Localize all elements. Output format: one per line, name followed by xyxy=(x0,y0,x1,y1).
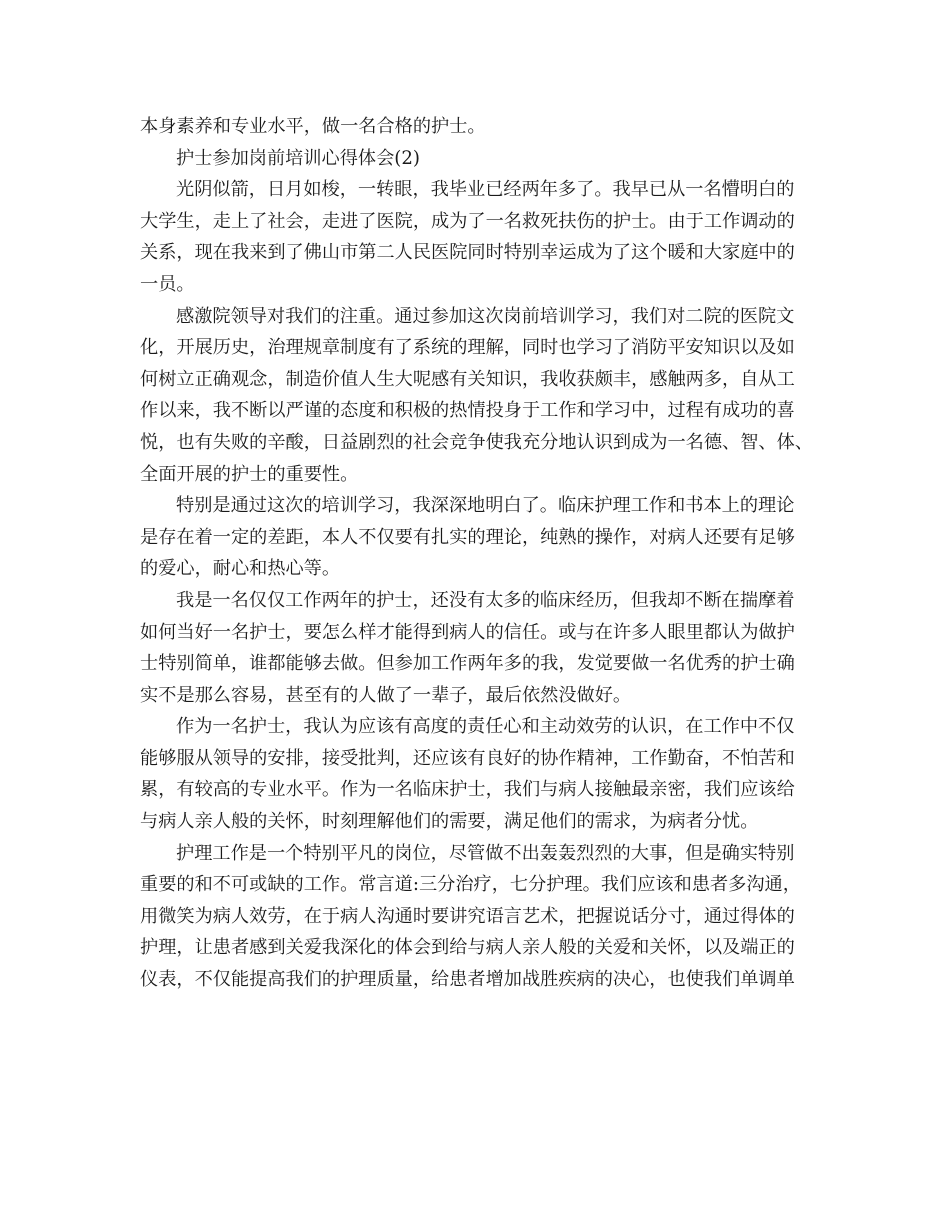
text-line: 作为一名护士，我认为应该有高度的责任心和主动效劳的认识，在工作中不仅 xyxy=(176,716,795,738)
text-line: 与病人亲人般的关怀，时刻理解他们的需要，满足他们的需求，为病者分忧。 xyxy=(140,811,759,833)
text-line: 用微笑为病人效劳，在于病人沟通时要讲究语言艺术，把握说话分寸，通过得体的 xyxy=(140,905,795,927)
text-line: 士特别简单，谁都能够去做。但参加工作两年多的我，发觉要做一名优秀的护士确 xyxy=(140,653,795,675)
text-line: 一员。 xyxy=(140,273,195,295)
text-line: 护士参加岗前培训心得体会(2) xyxy=(176,147,421,169)
text-line: 何树立正确观念，制造价值人生大呢感有关知识，我收获颇丰，感触两多，自从工 xyxy=(140,368,795,390)
text-line: 是存在着一定的差距，本人不仅要有扎实的理论，纯熟的操作，对病人还要有足够 xyxy=(140,526,795,548)
document-body xyxy=(140,111,824,996)
text-line: 关系，现在我来到了佛山市第二人民医院同时特别幸运成为了这个暖和大家庭中的 xyxy=(140,242,795,264)
text-line: 我是一名仅仅工作两年的护士，还没有太多的临床经历，但我却不断在揣摩着 xyxy=(176,589,795,611)
text-line: 护理，让患者感到关爱我深化的体会到给与病人亲人般的关爱和关怀，以及端正的 xyxy=(140,937,795,959)
text-line: 感激院领导对我们的注重。通过参加这次岗前培训学习，我们对二院的医院文 xyxy=(176,305,795,327)
text-line: 仪表，不仅能提高我们的护理质量，给患者增加战胜疾病的决心，也使我们单调单 xyxy=(140,969,795,991)
text-line: 特别是通过这次的培训学习，我深深地明白了。临床护理工作和书本上的理论 xyxy=(176,495,795,517)
text-line: 大学生，走上了社会，走进了医院，成为了一名救死扶伤的护士。由于工作调动的 xyxy=(140,210,795,232)
text-line: 全面开展的护士的重要性。 xyxy=(140,463,359,485)
text-line: 作以来，我不断以严谨的态度和积极的热情投身于工作和学习中，过程有成功的喜 xyxy=(140,400,795,422)
text-line: 护理工作是一个特别平凡的岗位，尽管做不出轰轰烈烈的大事，但是确实特别 xyxy=(176,842,795,864)
text-line: 悦，也有失败的辛酸，日益剧烈的社会竞争使我充分地认识到成为一名德、智、体、 xyxy=(140,431,813,453)
text-line: 化，开展历史，治理规章制度有了系统的理解，同时也学习了消防平安知识以及如 xyxy=(140,337,795,359)
text-line: 能够服从领导的安排，接受批判，还应该有良好的协作精神，工作勤奋，不怕苦和 xyxy=(140,747,795,769)
text-line: 实不是那么容易，甚至有的人做了一辈子，最后依然没做好。 xyxy=(140,684,632,706)
text-line: 光阴似箭，日月如梭，一转眼，我毕业已经两年多了。我早已从一名懵明白的 xyxy=(176,179,795,201)
text-line: 重要的和不可或缺的工作。常言道:三分治疗，七分护理。我们应该和患者多沟通， xyxy=(140,874,801,896)
text-line: 的爱心，耐心和热心等。 xyxy=(140,558,341,580)
text-line: 本身素养和专业水平，做一名合格的护士。 xyxy=(140,116,486,137)
text-line: 累，有较高的专业水平。作为一名临床护士，我们与病人接触最亲密，我们应该给 xyxy=(140,779,795,801)
text-line: 如何当好一名护士，要怎么样才能得到病人的信任。或与在许多人眼里都认为做护 xyxy=(140,621,795,643)
